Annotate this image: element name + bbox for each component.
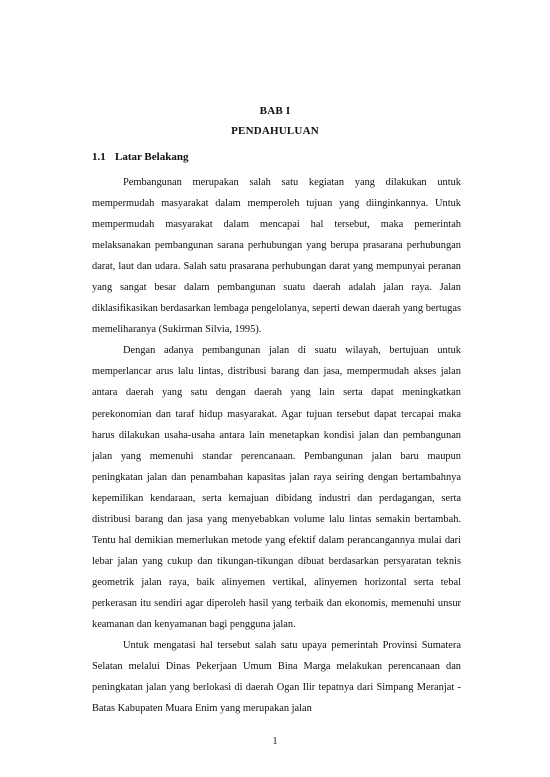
chapter-number: BAB I (259, 105, 291, 117)
paragraph: Pembangunan merupakan salah satu kegiatan yang dilakukan untuk mempermudah masyarakat dalam memperoleh tujuan yang diinginkannya. Untuk mempermudah masyarakat dalam mencapai hal tersebut, maka pemerintah melaksanakan pembangunan sarana perhubungan yang berupa prasarana perhubungan darat, laut dan udara. Salah satu prasarana perhubungan darat yang mempunyai peranan yang sangat besar dalam pembangunan suatu daerah adalah jalan raya. Jalan diklasifikasikan berdasarkan lembaga pengelolanya, seperti dewan daerah yang bertugas memeliharanya (Sukirman Silvia, 1995). (92, 177, 461, 336)
section-title: Latar Belakang (115, 151, 189, 163)
paragraph: Untuk mengatasi hal tersebut salah satu upaya pemerintah Provinsi Sumatera Selatan melalui Dinas Pekerjaan Umum Bina Marga melakukan perencanaan dan peningkatan jalan yang berlokasi di daerah Ogan Ilir tepatnya dari Simpang Meranjat - Batas Kabupaten Muara Enim yang merupakan jalan (92, 640, 461, 715)
section-heading (92, 151, 188, 163)
section-number: 1.1 (92, 151, 106, 163)
body-text (92, 172, 461, 719)
page-number: 1 (272, 736, 278, 747)
chapter-title: PENDAHULUAN (231, 125, 319, 137)
paragraph: Dengan adanya pembangunan jalan di suatu wilayah, bertujuan untuk memperlancar arus lalu lintas, distribusi barang dan jasa, mempermudah akses jalan antara daerah yang satu dengan daerah yang lain serta dapat meningkatkan perekonomian dan taraf hidup masyarakat. Agar tujuan tersebut dapat tercapai maka harus dilakukan usaha-usaha antara lain menetapkan kondisi jalan dan pembangunan jalan yang memenuhi standar perencanaan. Pembangunan jalan baru maupun peningkatan jalan dan penambahan kapasitas jalan raya seiring dengan bertambahnya kepemilikan kendaraan, serta kemajuan dibidang industri dan perdagangan, serta distribusi barang dan jasa yang menyebabkan volume lalu lintas semakin bertambah. Tentu hal demikian memerlukan metode yang efektif dalam perancangannya mulai dari lebar jalan yang cukup dan tikungan-tikungan dibuat berdasarkan persyaratan teknis geometrik jalan raya, baik alinyemen vertikal, alinyemen horizontal serta tebal perkerasan itu sendiri agar diperoleh hasil yang terbaik dan ekonomis, memenuhi unsur keamanan dan kenyamanan bagi pengguna jalan. (92, 345, 461, 630)
